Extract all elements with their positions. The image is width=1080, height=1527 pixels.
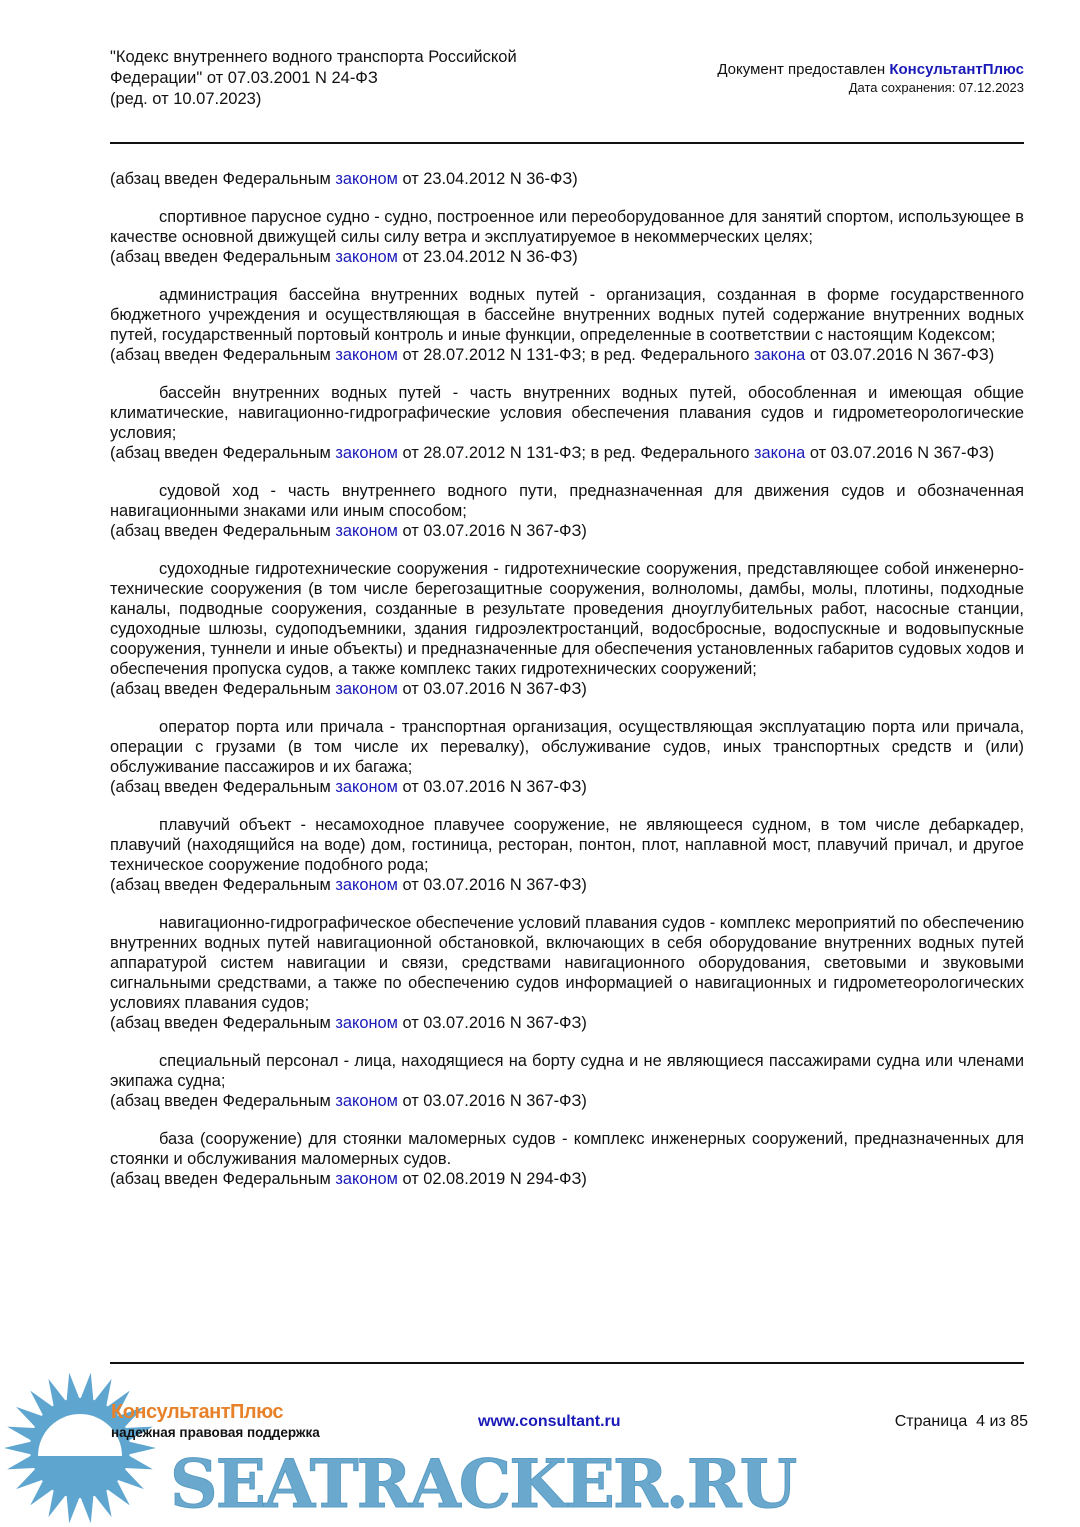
note-text: от 03.07.2016 N 367-ФЗ) (397, 680, 587, 698)
title-line: (ред. от 10.07.2023) (110, 90, 262, 108)
note-text: от 28.07.2012 N 131-ФЗ; в ред. Федерального (397, 346, 755, 364)
note-text: от 23.04.2012 N 36-ФЗ) (397, 248, 578, 266)
note-text: (абзац введен Федеральным (110, 876, 336, 894)
provided-label: Документ предоставлен (717, 61, 890, 78)
header-divider (110, 142, 1024, 144)
amendment-note (110, 875, 1024, 895)
law-link[interactable]: законом (335, 444, 398, 462)
note-text: (абзац введен Федеральным (110, 522, 336, 540)
provider-brand: КонсультантПлюс (889, 61, 1024, 78)
watermark: SEATRACKER.RU (170, 1445, 796, 1523)
definition-paragraph: оператор порта или причала - транспортная организация, осуществляющая эксплуатацию порта или причала, операции с грузами (в том числе их перевалку), обслуживание судов, иных транспортных средств и (или) обслуживание пассажиров и их багажа; (110, 718, 1024, 776)
footer-brand (111, 1400, 320, 1442)
footer-brand-name: КонсультантПлюс (111, 1401, 284, 1423)
definition-paragraph: судоходные гидротехнические сооружения - гидротехнические сооружения, представляющее собой инженерно-технические сооружения (в том числе берегозащитные сооружения, волноломы, дамбы, молы, плотины, подходные каналы, подводные сооружения, созданные в результате проведения дноуглубительных работ, насосные станции, судоходные шлюзы, судоподъемники, здания гидроэлектростанций, водосбросные, водоспускные и водовыпускные сооружения, туннели и иные объекты) и предназначенные для обеспечения установленных габаритов судовых ходов и обеспечения пропуска судов, а также комплекс таких гидротехнических сооружений; (110, 560, 1024, 678)
note-text: (абзац введен Федеральным (110, 1014, 336, 1032)
note-text: (абзац введен Федеральным (110, 170, 336, 188)
law-link[interactable]: законом (335, 248, 398, 266)
note-text: от 03.07.2016 N 367-ФЗ) (397, 778, 587, 796)
note-text: от 28.07.2012 N 131-ФЗ; в ред. Федерального (397, 444, 755, 462)
definition-paragraph: судовой ход - часть внутреннего водного пути, предназначенная для движения судов и обозначенная навигационными знаками или иным способом; (110, 482, 1024, 520)
sun-logo-icon (0, 1368, 160, 1524)
note-text: от 03.07.2016 N 367-ФЗ) (397, 522, 587, 540)
footer-url-link[interactable]: www.consultant.ru (478, 1413, 621, 1430)
title-line: Федерации" от 07.03.2001 N 24-ФЗ (110, 69, 378, 87)
document-body (110, 169, 1024, 1189)
law-link[interactable]: закона (754, 346, 806, 364)
amendment-note (110, 521, 1024, 541)
amendment-note (110, 345, 1024, 365)
definition-paragraph: администрация бассейна внутренних водных путей - организация, созданная в форме государственного бюджетного учреждения и осуществляющая в бассейне внутренних водных путей содержание внутренних водных путей, государственный портовый контроль и иные функции, определенные в соответствии с настоящим Кодексом; (110, 286, 1024, 344)
note-text: (абзац введен Федеральным (110, 680, 336, 698)
note-text: от 03.07.2016 N 367-ФЗ) (397, 1014, 587, 1032)
note-text: от 03.07.2016 N 367-ФЗ) (805, 444, 995, 462)
amendment-note (110, 777, 1024, 797)
definition-paragraph: специальный персонал - лица, находящиеся на борту судна и не являющиеся пассажирами судна или членами экипажа судна; (110, 1052, 1024, 1090)
definition-paragraph: бассейн внутренних водных путей - часть внутренних водных путей, обособленная и имеющая общие климатические, навигационно-гидрографические условия обеспечения плавания судов и гидрометеорологические условия; (110, 384, 1024, 442)
footer-divider (110, 1362, 1024, 1364)
note-text: (абзац введен Федеральным (110, 248, 336, 266)
amendment-note (110, 1169, 1024, 1189)
law-link[interactable]: законом (335, 170, 398, 188)
amendment-note (110, 1013, 1024, 1033)
amendment-note (110, 679, 1024, 699)
page-number: Страница 4 из 85 (894, 1413, 1028, 1430)
note-text: (абзац введен Федеральным (110, 1170, 336, 1188)
amendment-note (110, 169, 1024, 189)
law-link[interactable]: законом (335, 1170, 398, 1188)
law-link[interactable]: законом (335, 1014, 398, 1032)
amendment-note (110, 1091, 1024, 1111)
save-date: Дата сохранения: 07.12.2023 (848, 80, 1024, 95)
note-text: (абзац введен Федеральным (110, 444, 336, 462)
law-link[interactable]: законом (335, 778, 398, 796)
note-text: (абзац введен Федеральным (110, 778, 336, 796)
law-link[interactable]: закона (754, 444, 806, 462)
note-text: (абзац введен Федеральным (110, 346, 336, 364)
note-text: от 02.08.2019 N 294-ФЗ) (397, 1170, 587, 1188)
note-text: от 03.07.2016 N 367-ФЗ) (397, 876, 587, 894)
note-text: от 03.07.2016 N 367-ФЗ) (805, 346, 995, 364)
document-title (110, 47, 630, 110)
law-link[interactable]: законом (335, 522, 398, 540)
law-link[interactable]: законом (335, 1092, 398, 1110)
law-link[interactable]: законом (335, 346, 398, 364)
title-line: "Кодекс внутреннего водного транспорта Российской (110, 48, 517, 66)
law-link[interactable]: законом (335, 680, 398, 698)
note-text: от 03.07.2016 N 367-ФЗ) (397, 1092, 587, 1110)
amendment-note (110, 443, 1024, 463)
footer-tagline: надежная правовая поддержка (111, 1425, 320, 1440)
definition-paragraph: навигационно-гидрографическое обеспечение условий плавания судов - комплекс мероприятий по обеспечению внутренних водных путей навигационной обстановкой, включающих в себя оборудование внутренних водных путей аппаратурой систем навигации и связи, средствами навигационного оборудования, световыми и звуковыми сигнальными средствами, а также по обеспечению судов информацией о навигационных и гидрометеорологических условиях плавания судов; (110, 914, 1024, 1012)
amendment-note (110, 247, 1024, 267)
definition-paragraph: плавучий объект - несамоходное плавучее сооружение, не являющееся судном, в том числе дебаркадер, плавучий (находящийся на воде) дом, гостиница, ресторан, понтон, плот, наплавной мост, плавучий причал, и другое техническое сооружение подобного рода; (110, 816, 1024, 874)
provider-info (717, 60, 1024, 96)
note-text: (абзац введен Федеральным (110, 1092, 336, 1110)
definition-paragraph: спортивное парусное судно - судно, построенное или переоборудованное для занятий спортом, использующее в качестве основной движущей силы силу ветра и эксплуатируемое в некоммерческих целях; (110, 208, 1024, 246)
law-link[interactable]: законом (335, 876, 398, 894)
note-text: от 23.04.2012 N 36-ФЗ) (397, 170, 578, 188)
definition-paragraph: база (сооружение) для стоянки маломерных судов - комплекс инженерных сооружений, предназначенных для стоянки и обслуживания маломерных судов. (110, 1130, 1024, 1168)
